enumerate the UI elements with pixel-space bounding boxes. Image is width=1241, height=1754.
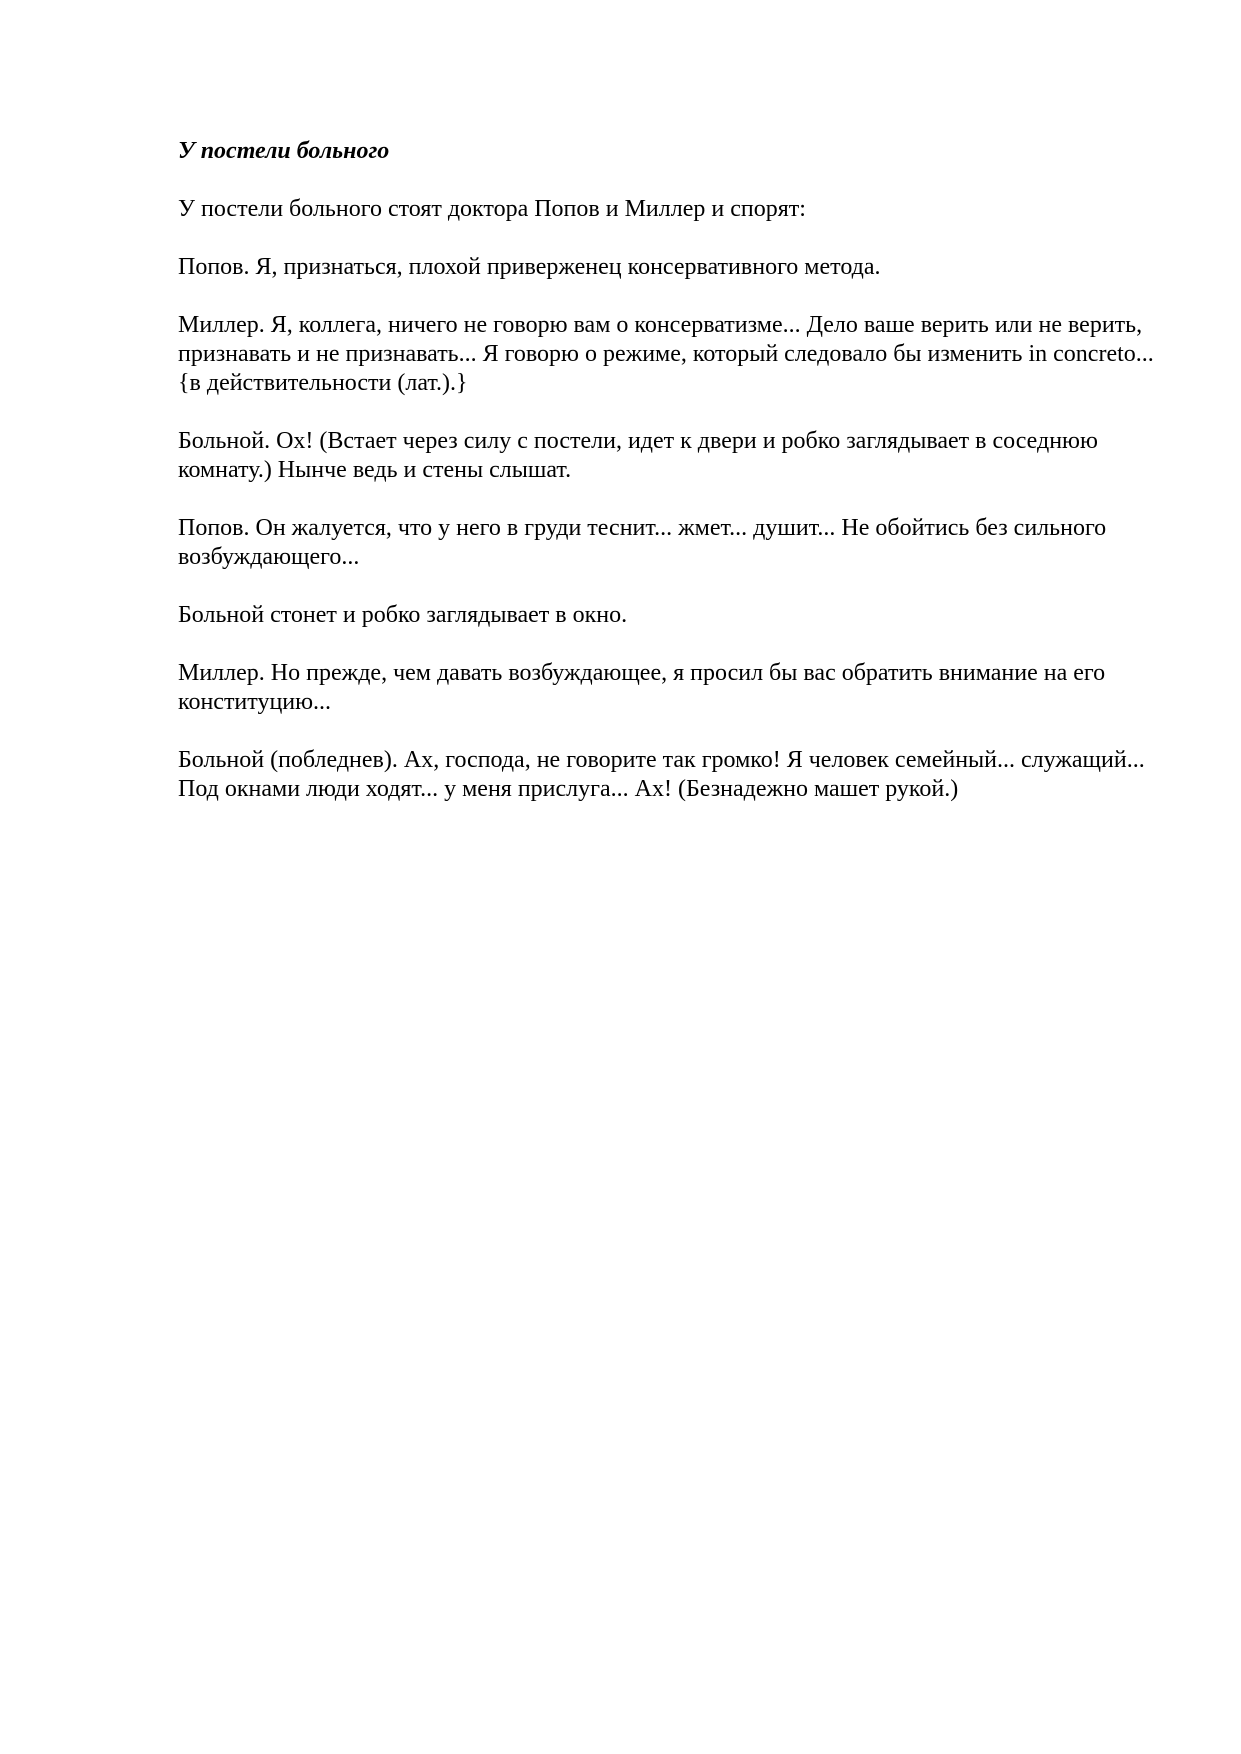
paragraph: Попов. Я, признаться, плохой приверженец консервативного метода. (178, 254, 881, 280)
paragraph: Миллер. Но прежде, чем давать возбуждающее, я просил бы вас обратить внимание на его конституцию... (178, 660, 1106, 715)
document-body (178, 137, 1168, 833)
paragraph: У постели больного стоят доктора Попов и Миллер и спорят: (178, 196, 806, 222)
paragraph: Попов. Он жалуется, что у него в груди теснит... жмет... душит... Не обойтись без сильного возбуждающего... (178, 515, 1107, 570)
paragraph: Больной стонет и робко заглядывает в окно. (178, 602, 628, 628)
paragraph: Больной (побледнев). Ах, господа, не говорите так громко! Я человек семейный... служащий... Под окнами люди ходят... у меня прислуга... Ах! (Безнадежно машет рукой.) (178, 747, 1145, 802)
paragraph: Миллер. Я, коллега, ничего не говорю вам о консерватизме... Дело ваше верить или не верить, признавать и не признавать... Я говорю о режиме, который следовало бы изменить in concreto... {в действительности (лат.).} (178, 312, 1154, 396)
document-title: У постели больного (178, 138, 390, 164)
paragraph: Больной. Ох! (Встает через силу с постели, идет к двери и робко заглядывает в соседнюю комнату.) Нынче ведь и стены слышат. (178, 428, 1098, 483)
